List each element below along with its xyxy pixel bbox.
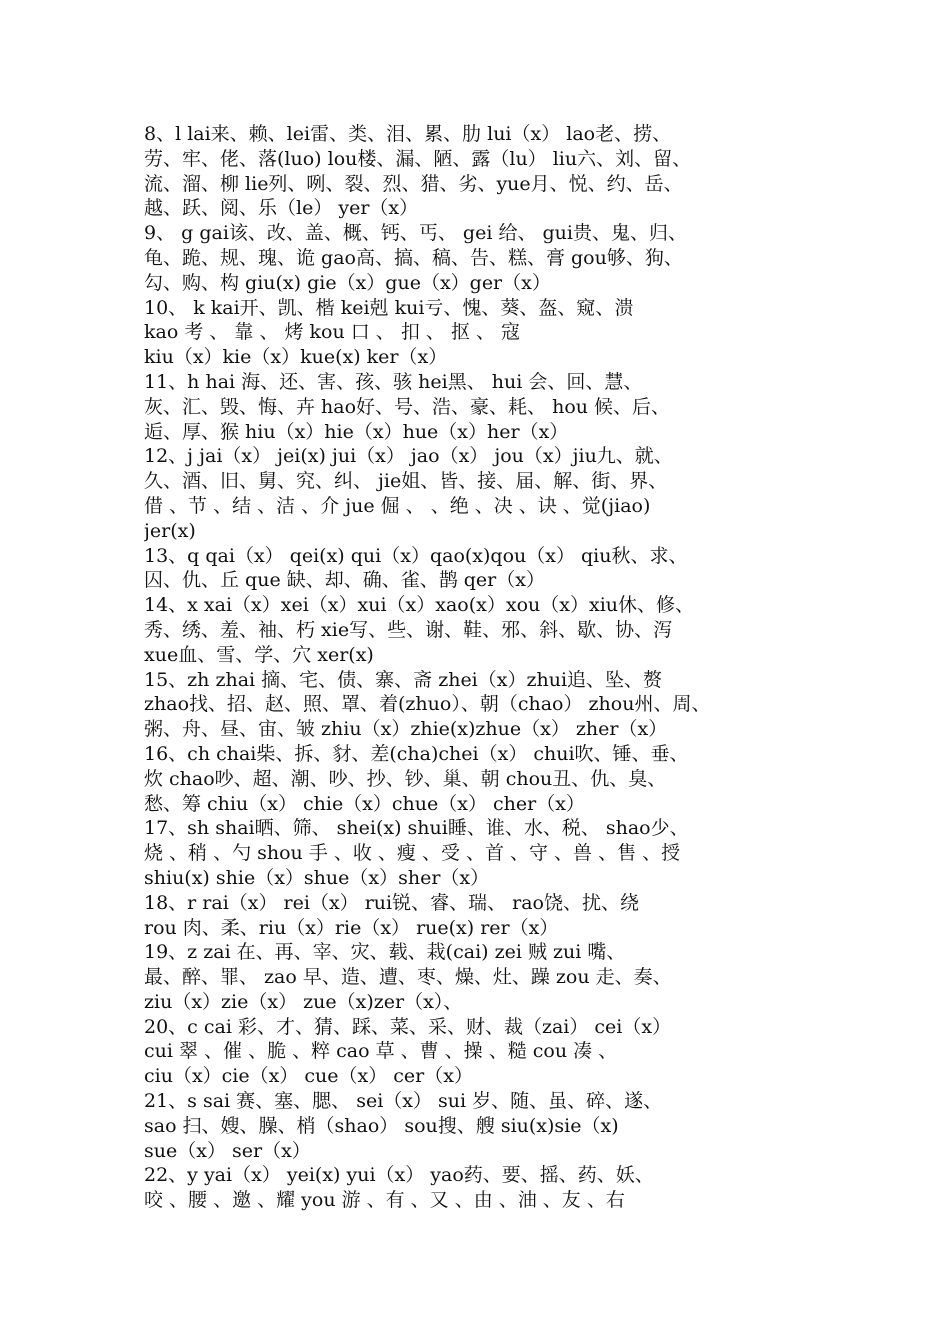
text-line: 12、j jai（x） jei(x) jui（x） jao（x） jou（x）jiu九、就、 — [144, 445, 673, 468]
text-line: 愁、筹 chiu（x） chie（x）chue（x） cher（x） — [144, 792, 585, 815]
text-line: xue血、雪、学、穴 xer(x) — [144, 643, 374, 666]
text-line: 烧 、稍 、勺 shou 手 、收 、瘦 、受 、首 、守 、兽 、售 、授 — [144, 842, 681, 865]
text-line: 13、q qai（x） qei(x) qui（x）qao(x)qou（x） qiu秋、求、 — [144, 544, 688, 567]
text-line: 14、x xai（x）xei（x）xui（x）xao(x）xou（x）xiu休、修、 — [144, 594, 695, 617]
text-line: 秀、绣、羞、袖、朽 xie写、些、谢、鞋、邪、斜、歇、协、泻 — [144, 618, 673, 641]
text-line: sao 扫、嫂、臊、梢（shao） sou搜、艘 siu(x)sie（x) — [144, 1114, 619, 1137]
text-line: 15、zh zhai 摘、宅、债、寨、斋 zhei（x）zhui追、坠、赘 — [144, 668, 663, 691]
text-line: 粥、舟、昼、宙、皱 zhiu（x）zhie(x)zhue（x） zher（x） — [144, 718, 668, 741]
text-line: 勾、购、构 giu(x) gie（x）gue（x）ger（x） — [144, 271, 551, 294]
text-line: 22、y yai（x） yei(x) yui（x） yao药、要、摇、药、妖、 — [144, 1164, 654, 1187]
text-line: shiu(x) shie（x）shue（x）sher（x） — [144, 866, 490, 889]
text-line: 咬 、腰 、邀 、耀 you 游 、有 、又 、由 、油 、友 、右 — [144, 1189, 625, 1212]
text-line: 灰、汇、毁、悔、卉 hao好、号、浩、豪、耗、 hou 候、后、 — [144, 395, 671, 418]
text-line: 19、z zai 在、再、宰、灾、载、栽(cai) zei 贼 zui 嘴、 — [144, 941, 626, 964]
text-line: rou 肉、柔、riu（x）rie（x） rue(x) rer（x） — [144, 916, 559, 939]
text-line: jer(x) — [144, 519, 196, 542]
document-body — [144, 122, 820, 1213]
text-line: zhao找、招、赵、照、罩、着(zhuo）、朝（chao） zhou州、周、 — [144, 693, 711, 716]
text-line: 17、sh shai晒、筛、 shei(x) shui睡、谁、水、税、 shao少、 — [144, 817, 689, 840]
text-line: 21、s sai 赛、塞、腮、 sei（x） sui 岁、随、虽、碎、遂、 — [144, 1090, 663, 1113]
text-line: 炊 chao吵、超、潮、吵、抄、钞、巢、朝 chou丑、仇、臭、 — [144, 767, 667, 790]
text-line: 9、 g gai该、改、盖、概、钙、丐、 gei 给、 gui贵、鬼、归、 — [144, 222, 687, 245]
text-line: 18、r rai（x） rei（x） rui锐、睿、瑞、 rao饶、扰、绕 — [144, 891, 639, 914]
text-line: 久、酒、旧、舅、究、纠、 jie姐、皆、接、届、解、街、界、 — [144, 470, 668, 493]
text-line: 囚、仇、丘 que 缺、却、确、雀、鹊 qer（x） — [144, 569, 545, 592]
text-line: cui 翠 、催 、脆 、粹 cao 草 、曹 、操 、糙 cou 凑 、 — [144, 1040, 618, 1063]
text-line: kao 考 、 靠 、 烤 kou 口 、 扣 、 抠 、 寇 — [144, 321, 520, 344]
text-line: ziu（x）zie（x） zue（x)zer（x）、 — [144, 990, 463, 1013]
text-line: 借 、节 、结 、洁 、介 jue 倔 、 、绝 、决 、诀 、觉(jiao) — [144, 494, 651, 517]
text-line: 越、跃、阅、乐（le） yer（x） — [144, 197, 419, 220]
text-line: 流、溜、柳 lie列、咧、裂、烈、猎、劣、yue月、悦、约、岳、 — [144, 172, 683, 195]
text-line: 10、 k kai开、凯、楷 kei剋 kui亏、愧、葵、盔、窥、溃 — [144, 296, 634, 319]
text-line: sue（x） ser（x） — [144, 1139, 311, 1162]
text-line: 20、c cai 彩、才、猜、踩、菜、采、财、裁（zai） cei（x） — [144, 1015, 672, 1038]
text-line: 劳、牢、佬、落(luo) lou楼、漏、陋、露（lu） liu六、刘、留、 — [144, 147, 692, 170]
text-line: 16、ch chai柴、拆、豺、差(cha)chei（x） chui吹、锤、垂、 — [144, 742, 689, 765]
text-line: ciu（x）cie（x） cue（x） cer（x） — [144, 1065, 473, 1088]
text-line: 龟、跪、规、瑰、诡 gao高、搞、稿、告、糕、膏 gou够、狗、 — [144, 246, 683, 269]
text-line: 最、醉、罪、 zao 早、造、遭、枣、燥、灶、躁 zou 走、奏、 — [144, 966, 672, 989]
text-line: 11、h hai 海、还、害、孩、骇 hei黑、 hui 会、回、慧、 — [144, 370, 643, 393]
text-line: kiu（x）kie（x）kue(x) ker（x） — [144, 346, 448, 369]
text-line: 8、l lai来、赖、lei雷、类、泪、累、肋 lui（x） lao老、捞、 — [144, 123, 672, 145]
text-line: 逅、厚、猴 hiu（x）hie（x）hue（x）her（x） — [144, 420, 569, 443]
